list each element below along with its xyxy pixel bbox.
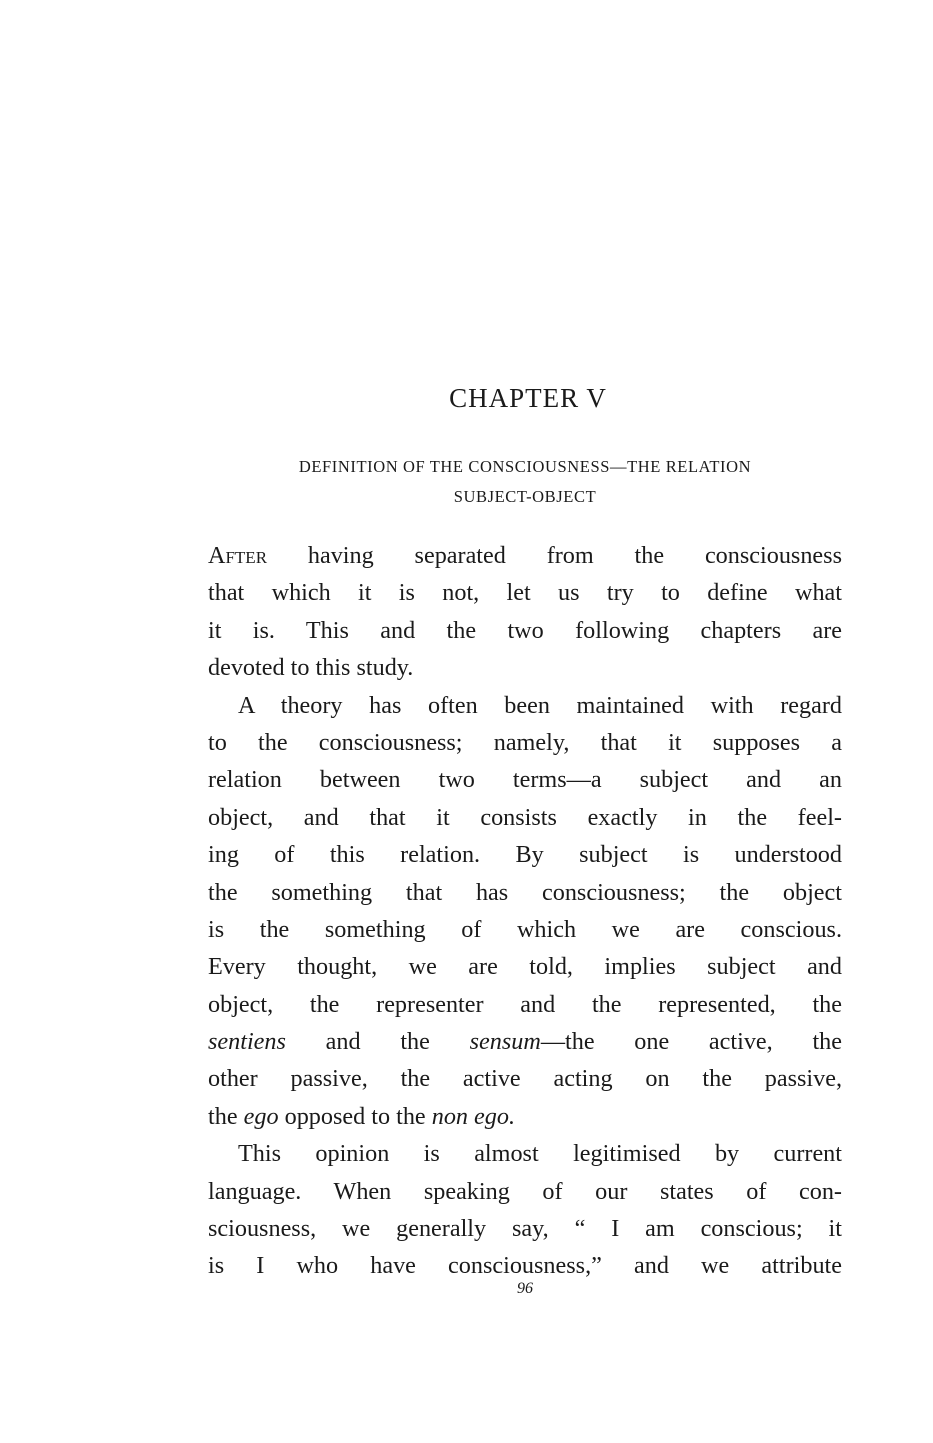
- text-line: the ego opposed to the non ego.: [208, 1102, 516, 1130]
- subtitle-line: DEFINITION OF THE CONSCIOUSNESS—THE RELATION: [298, 457, 752, 476]
- paragraph: [208, 537, 842, 687]
- paragraph: [208, 687, 842, 1136]
- text-line: is I who have consciousness,” and we attribute: [208, 1252, 842, 1280]
- paragraph: [208, 1135, 842, 1285]
- subtitle-line: SUBJECT-OBJECT: [453, 487, 597, 506]
- text-line: object, the representer and the represented, the: [208, 990, 842, 1018]
- text-line: object, and that it consists exactly in the feel-: [208, 803, 842, 831]
- text-line: it is. This and the two following chapters are: [208, 616, 842, 644]
- text-line: A theory has often been maintained with regard: [238, 691, 842, 719]
- text-line: Every thought, we are told, implies subject and: [208, 953, 842, 981]
- italic-term: sensum: [469, 1028, 541, 1056]
- chapter-title: CHAPTER V: [449, 383, 607, 413]
- text-line: devoted to this study.: [208, 654, 414, 682]
- text-line: This opinion is almost legitimised by current: [238, 1140, 842, 1168]
- body-text: [208, 537, 842, 1285]
- text-line: is the something of which we are conscious.: [208, 915, 842, 943]
- text-line: ing of this relation. By subject is understood: [208, 841, 842, 869]
- italic-term: non ego.: [431, 1102, 516, 1130]
- text-line: that which it is not, let us try to define what: [208, 579, 842, 607]
- page-number: 96: [517, 1280, 533, 1297]
- text-line: sentiens and the sensum—the one active, the: [208, 1028, 842, 1056]
- chapter-subtitle: [208, 452, 842, 512]
- lead-word: After: [208, 542, 268, 569]
- text-line: sciousness, we generally say, “ I am conscious; it: [208, 1215, 842, 1243]
- text-line: After having separated from the consciousness: [208, 542, 842, 569]
- italic-term: ego: [243, 1102, 279, 1130]
- text-line: the something that has consciousness; the object: [208, 878, 842, 906]
- text-line: to the consciousness; namely, that it supposes a: [208, 728, 842, 756]
- italic-term: sentiens: [208, 1028, 286, 1056]
- text-line: other passive, the active acting on the passive,: [208, 1065, 842, 1093]
- text-line: relation between two terms—a subject and an: [208, 766, 842, 794]
- text-line: language. When speaking of our states of con-: [208, 1177, 842, 1205]
